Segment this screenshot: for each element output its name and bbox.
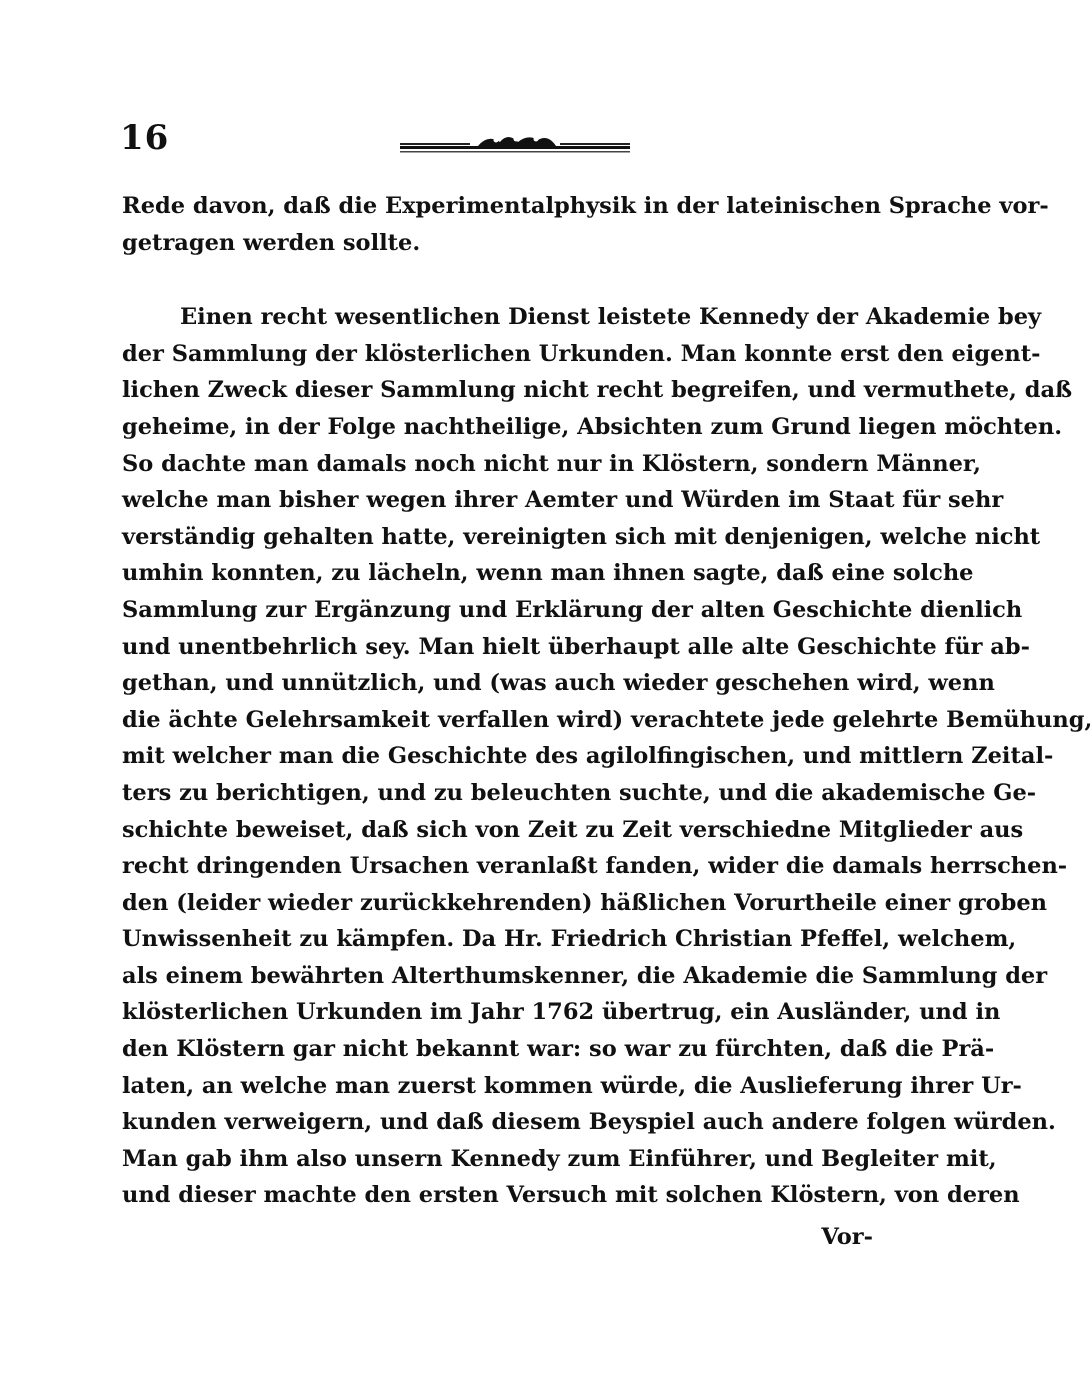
text-line: geheime, in der Folge nachtheilige, Absichten zum Grund liegen möchten. xyxy=(122,413,1063,440)
body-text xyxy=(122,188,1092,1214)
text-line: lichen Zweck dieser Sammlung nicht recht begreifen, und vermuthete, daß xyxy=(122,377,1073,404)
text-line: umhin konnten, zu lächeln, wenn man ihnen sagte, daß eine solche xyxy=(122,560,974,587)
text-line: recht dringenden Ursachen veranlaßt fanden, wider die damals herrschen- xyxy=(122,853,1068,880)
paragraph-gap xyxy=(122,261,912,299)
header-ornament-icon xyxy=(400,130,630,156)
page-header xyxy=(120,118,920,168)
page-number: 16 xyxy=(120,118,170,158)
text-line: mit welcher man die Geschichte des agilolfingischen, und mittlern Zeital- xyxy=(122,743,1054,770)
text-line: So dachte man damals noch nicht nur in Klöstern, sondern Männer, xyxy=(122,450,981,477)
text-line: klösterlichen Urkunden im Jahr 1762 übertrug, ein Ausländer, und in xyxy=(122,999,1001,1026)
text-line: den Klöstern gar nicht bekannt war: so war zu fürchten, daß die Prä- xyxy=(122,1036,995,1063)
text-line: als einem bewährten Alterthumskenner, die Akademie die Sammlung der xyxy=(122,962,1048,989)
text-line: verständig gehalten hatte, vereinigten sich mit denjenigen, welche nicht xyxy=(122,523,1041,550)
text-line: welche man bisher wegen ihrer Aemter und Würden im Staat für sehr xyxy=(122,487,1004,514)
text-line: getragen werden sollte. xyxy=(122,229,421,256)
text-line: Man gab ihm also unsern Kennedy zum Einführer, und Begleiter mit, xyxy=(122,1145,997,1172)
text-line: die ächte Gelehrsamkeit verfallen wird) verachtete jede gelehrte Bemühung, xyxy=(122,706,1092,733)
text-line: und dieser machte den ersten Versuch mit solchen Klöstern, von deren xyxy=(122,1182,1020,1209)
catchword: Vor- xyxy=(821,1224,873,1250)
text-line: kunden verweigern, und daß diesem Beyspiel auch andere folgen würden. xyxy=(122,1109,1056,1136)
text-line: den (leider wieder zurückkehrenden) häßlichen Vorurtheile einer groben xyxy=(122,889,1048,916)
text-line: schichte beweiset, daß sich von Zeit zu Zeit verschiedne Mitglieder aus xyxy=(122,816,1024,843)
text-line: Unwissenheit zu kämpfen. Da Hr. Friedrich Christian Pfeffel, welchem, xyxy=(122,926,1017,953)
text-line: Sammlung zur Ergänzung und Erklärung der alten Geschichte dienlich xyxy=(122,596,1023,623)
text-line: Einen recht wesentlichen Dienst leistete Kennedy der Akademie bey xyxy=(180,304,1042,331)
text-line: ters zu berichtigen, und zu beleuchten suchte, und die akademische Ge- xyxy=(122,779,1037,806)
text-line: Rede davon, daß die Experimentalphysik in der lateinischen Sprache vor- xyxy=(122,193,1049,219)
text-line: laten, an welche man zuerst kommen würde, die Auslieferung ihrer Ur- xyxy=(122,1072,1022,1099)
text-line: und unentbehrlich sey. Man hielt überhaupt alle alte Geschichte für ab- xyxy=(122,633,1030,660)
text-line: gethan, und unnützlich, und (was auch wieder geschehen wird, wenn xyxy=(122,670,995,697)
text-line: der Sammlung der klösterlichen Urkunden. Man konnte erst den eigent- xyxy=(122,340,1041,367)
